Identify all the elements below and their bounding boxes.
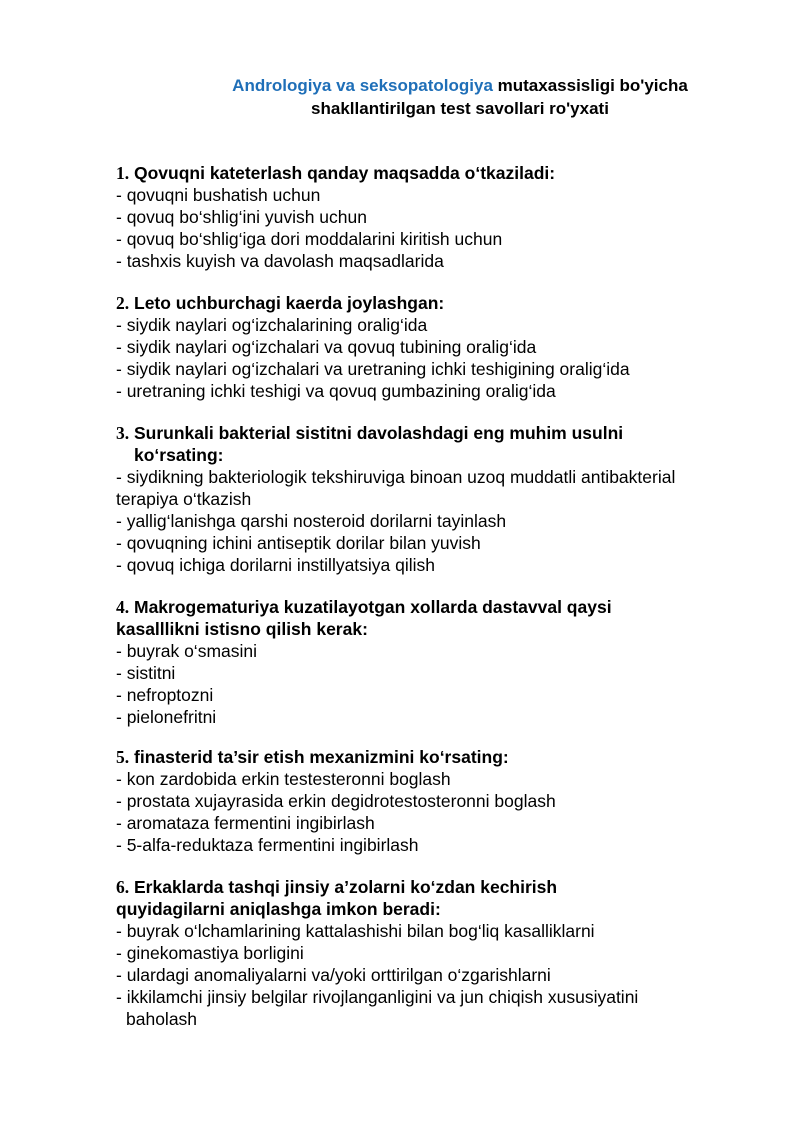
question-6: [116, 876, 736, 1030]
options-list: [116, 466, 736, 576]
question-5: [116, 746, 736, 856]
question-text: finasterid ta’sir etish mexanizmini ko‘rsating:: [134, 747, 509, 767]
option-text-continued: terapiya o‘tkazish: [116, 489, 252, 509]
option: - qovuqning ichini antiseptik dorilar bilan yuvish: [116, 533, 481, 553]
title-rest: mutaxassisligi bo'yicha: [492, 76, 688, 95]
option: - aromataza fermentini ingibirlash: [116, 813, 375, 833]
question-heading: [116, 876, 736, 920]
question-heading: [116, 162, 736, 184]
title-line2: shakllantirilgan test savollari ro'yxati: [311, 99, 609, 118]
options-list: [116, 314, 736, 402]
options-list: [116, 184, 736, 272]
option: [116, 466, 736, 510]
option: - siydik naylari og‘izchalarining oralig‘ida: [116, 315, 428, 335]
option: [116, 986, 736, 1030]
question-text-line2: quyidagilarni aniqlashga imkon beradi:: [116, 899, 441, 919]
question-number: 2.: [116, 293, 130, 313]
question-text-line2: kasalllikni istisno qilish kerak:: [116, 619, 368, 639]
question-text: Leto uchburchagi kaerda joylashgan:: [134, 293, 445, 313]
question-heading: [116, 746, 736, 768]
option: - qovuq bo‘shlig‘iga dori moddalarini kiritish uchun: [116, 229, 503, 249]
option: - 5-alfa-reduktaza fermentini ingibirlash: [116, 835, 419, 855]
question-3: [116, 422, 736, 576]
option: - ginekomastiya borligini: [116, 943, 304, 963]
option: - ulardagi anomaliyalarni va/yoki orttirilgan o‘zgarishlarni: [116, 965, 551, 985]
option: - siydik naylari og‘izchalari va qovuq tubining oralig‘ida: [116, 337, 537, 357]
question-number: 3.: [116, 423, 130, 443]
title-specialty: Andrologiya va seksopatologiya: [232, 76, 493, 95]
option-text-continued: baholash: [126, 1009, 198, 1029]
question-heading: [116, 292, 736, 314]
options-list: [116, 768, 736, 856]
option: - pielonefritni: [116, 707, 217, 727]
question-number: 5.: [116, 747, 130, 767]
option: - uretraning ichki teshigi va qovuq gumbazining oralig‘ida: [116, 381, 556, 401]
question-number: 4.: [116, 597, 130, 617]
option: - siydik naylari og‘izchalari va uretraning ichki teshigining oralig‘ida: [116, 359, 630, 379]
question-heading: [116, 422, 736, 466]
option-text: - siydikning bakteriologik tekshiruviga binoan uzoq muddatli antibakterial: [116, 467, 676, 487]
question-4: [116, 596, 736, 728]
question-heading: [116, 596, 736, 640]
question-number: 6.: [116, 877, 130, 897]
question-text-continued: ko‘rsating:: [134, 445, 224, 465]
option: - tashxis kuyish va davolash maqsadlarida: [116, 251, 444, 271]
question-text: Erkaklarda tashqi jinsiy a’zolarni ko‘zdan kechirish: [134, 877, 558, 897]
option: - yallig‘lanishga qarshi nosteroid dorilarni tayinlash: [116, 511, 507, 531]
document-title: [150, 74, 770, 120]
option: - sistitni: [116, 663, 176, 683]
question-text: Qovuqni kateterlash qanday maqsadda o‘tkaziladi:: [134, 163, 556, 183]
options-list: [116, 640, 736, 728]
option: - nefroptozni: [116, 685, 214, 705]
question-2: [116, 292, 736, 402]
option: - prostata xujayrasida erkin degidrotestosteronni boglash: [116, 791, 556, 811]
option: - qovuq bo‘shlig‘ini yuvish uchun: [116, 207, 367, 227]
option: - buyrak o‘lchamlarining kattalashishi bilan bog‘liq kasalliklarni: [116, 921, 595, 941]
option: - qovuq ichiga dorilarni instillyatsiya qilish: [116, 555, 436, 575]
options-list: [116, 920, 736, 1030]
question-text: Surunkali bakterial sistitni davolashdagi eng muhim usulni: [134, 423, 624, 443]
option: - qovuqni bushatish uchun: [116, 185, 321, 205]
option: - buyrak o‘smasini: [116, 641, 258, 661]
question-1: [116, 162, 736, 272]
option-text: - ikkilamchi jinsiy belgilar rivojlanganligini va jun chiqish xususiyatini: [116, 987, 639, 1007]
question-number: 1.: [116, 163, 130, 183]
option: - kon zardobida erkin testesteronni boglash: [116, 769, 451, 789]
question-text: Makrogematuriya kuzatilayotgan xollarda dastavval qaysi: [134, 597, 612, 617]
